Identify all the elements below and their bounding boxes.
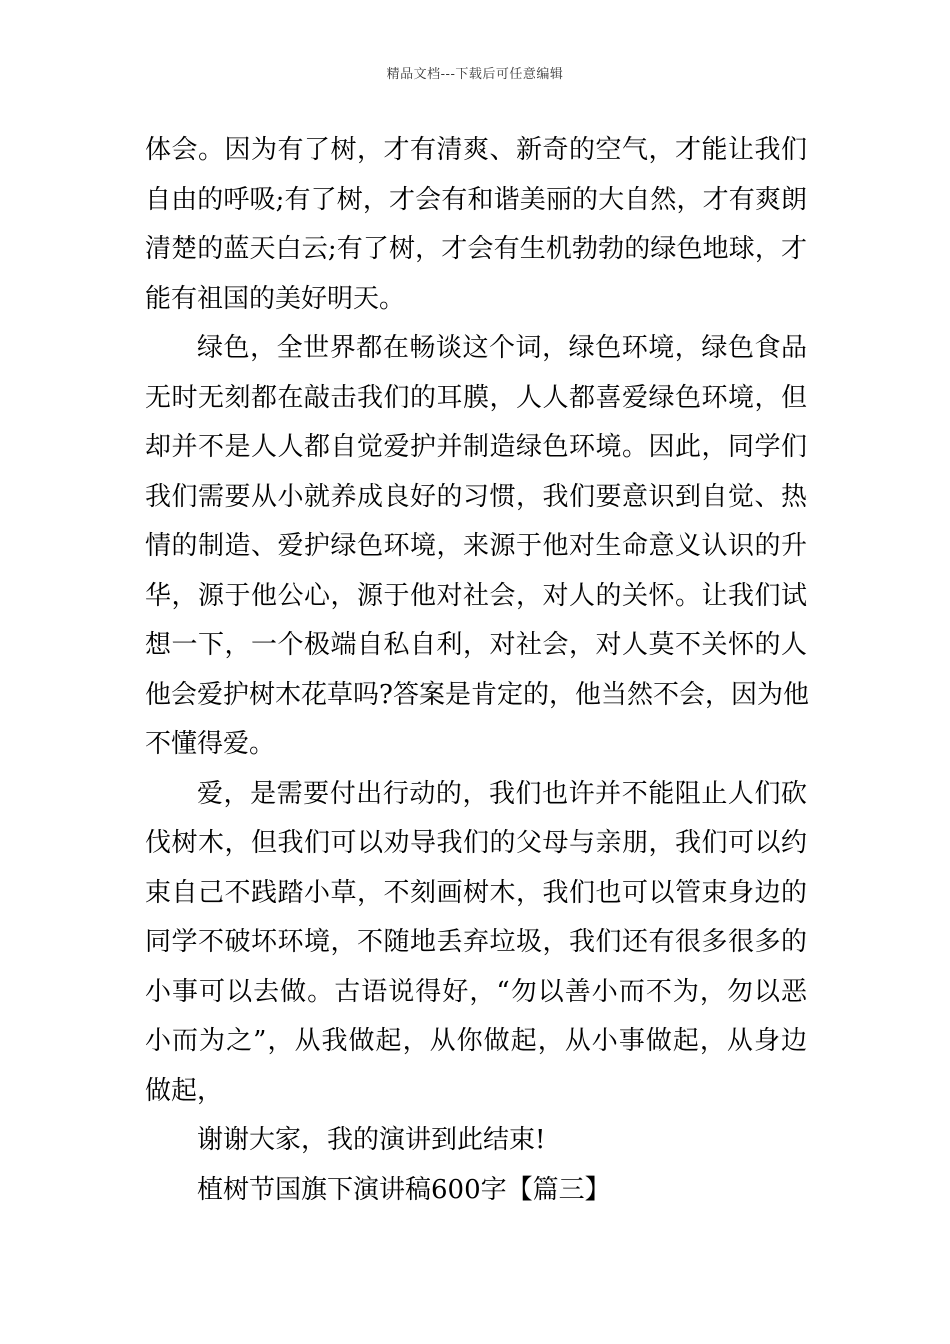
text-line: 他会爱护树木花草吗?答案是肯定的，他当然不会，因为他	[145, 679, 809, 710]
text-line: 体会。因为有了树，才有清爽、新奇的空气，才能让我们	[145, 135, 807, 165]
text-line: 却并不是人人都自觉爱护并制造绿色环境。因此，同学们	[145, 432, 807, 462]
text-line: 同学不破坏环境，不随地丢弃垃圾，我们还有很多很多的	[145, 927, 807, 957]
text-line: 束自己不践踏小草，不刻画树木，我们也可以管束身边的	[145, 877, 807, 908]
document-body	[145, 126, 807, 1215]
text-line: 无时无刻都在敲击我们的耳膜，人人都喜爱绿色环境，但	[145, 382, 807, 413]
text-line: 清楚的蓝天白云;有了树，才会有生机勃勃的绿色地球，才	[145, 234, 807, 264]
text-line: 华，源于他公心，源于他对社会，对人的关怀。让我们试	[145, 580, 807, 611]
text-line: 小事可以去做。古语说得好，“勿以善小而不为，勿以恶	[145, 976, 807, 1007]
text-line: 我们需要从小就养成良好的习惯，我们要意识到自觉、热	[145, 481, 807, 512]
text-line: 伐树木，但我们可以劝导我们的父母与亲朋，我们可以约	[145, 828, 807, 858]
text-line: 不懂得爱。	[145, 729, 276, 759]
text-line: 小而为之”，从我做起，从你做起，从小事做起，从身边	[145, 1026, 807, 1056]
text-line: 做起，	[145, 1075, 224, 1106]
page-header: 精品文档---下载后可任意编辑	[386, 67, 564, 82]
text-line: 自由的呼吸;有了树，才会有和谐美丽的大自然，才有爽朗	[145, 184, 807, 215]
text-line: 植树节国旗下演讲稿600字【篇三】	[197, 1174, 611, 1205]
text-line: 绿色，全世界都在畅谈这个词，绿色环境，绿色食品	[197, 333, 807, 363]
text-line: 爱，是需要付出行动的，我们也许并不能阻止人们砍	[197, 778, 807, 809]
text-line: 想一下，一个极端自私自利，对社会，对人莫不关怀的人	[145, 630, 807, 660]
text-line: 能有祖国的美好明天。	[145, 283, 406, 314]
text-line: 谢谢大家，我的演讲到此结束!	[197, 1125, 546, 1155]
text-line: 情的制造、爱护绿色环境，来源于他对生命意义认识的升	[145, 531, 807, 561]
